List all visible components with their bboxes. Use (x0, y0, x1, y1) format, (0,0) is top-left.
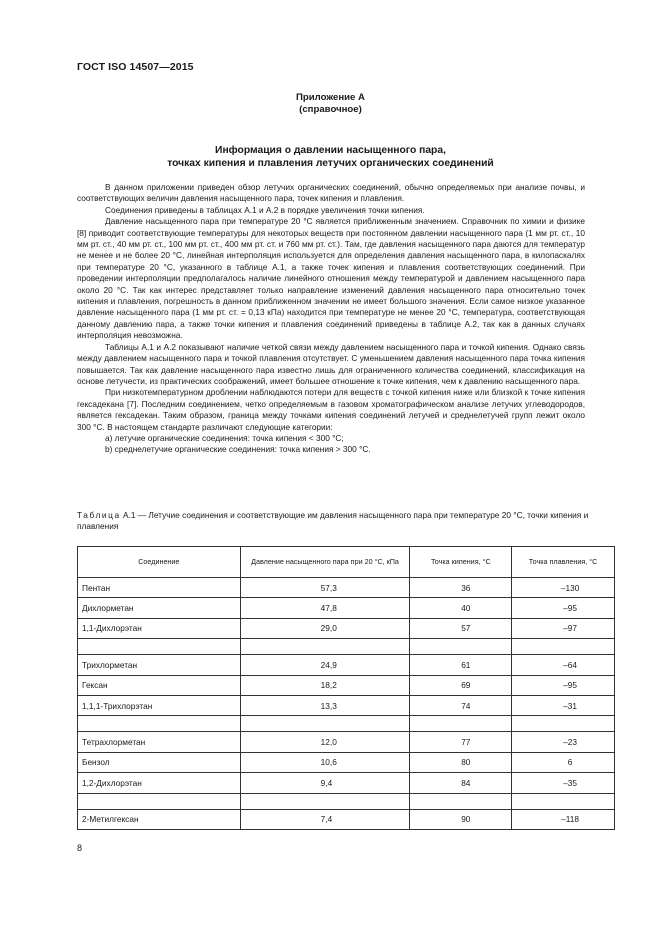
cell-vapor-pressure: 10,6 (240, 752, 410, 772)
data-table (77, 546, 615, 830)
cell-compound: 1,2-Дихлорэтан (78, 773, 241, 793)
cell-vapor-pressure: 7,4 (240, 809, 410, 829)
cell-melting-point: –95 (512, 675, 615, 695)
table-row (78, 598, 615, 618)
paragraph-intro: В данном приложении приведен обзор летучих органических соединений, обычно определяемых при анализе почвы, и соответствующих величин давления насыщенного пара, точек кипения и плавления. (77, 182, 585, 204)
column-header-melting-point: Точка плавления, °С (512, 547, 615, 578)
paragraph-order: Соединения приведены в таблицах А.1 и А.2 в порядке увеличения точки кипения. (105, 204, 425, 215)
cell-compound: Гексан (78, 675, 241, 695)
cell-boiling-point: 57 (410, 618, 512, 638)
cell-melting-point: –23 (512, 732, 615, 752)
section-heading-line-2: точках кипения и плавления летучих органических соединений (167, 158, 494, 169)
table-row (78, 675, 615, 695)
cell-compound: Тетрахлорметан (78, 732, 241, 752)
cell-vapor-pressure: 12,0 (240, 732, 410, 752)
table-row (78, 618, 615, 638)
appendix-title: Приложение А (296, 92, 365, 103)
cell-melting-point: –97 (512, 618, 615, 638)
cell-compound: Трихлорметан (78, 655, 241, 675)
cell-vapor-pressure: 47,8 (240, 598, 410, 618)
cell-boiling-point: 80 (410, 752, 512, 772)
table-spacer-row (78, 639, 615, 655)
paragraph-cryogenic: При низкотемпературном дроблении наблюдаются потери для веществ с точкой кипения ниже или близкой к точке кипения гексадекана [7]. Последним соединением, четко определяемым в газовом хроматографическом анализе летучих углеводородов, является гексадекан. Таким образом, граница между точками кипения соединений летучей и среднелетучей групп лежит около 300 °С. В настоящем стандарте различают следующие категории: (77, 387, 585, 432)
table-row (78, 809, 615, 829)
page-number: 8 (77, 843, 83, 853)
table-header-row (78, 547, 615, 578)
paragraph-relationship: Таблицы А.1 и А.2 показывают наличие четкой связи между давлением насыщенного пара и точкой кипения. Однако связь между давлением насыщенного пара и точкой плавления отсутствует. С уменьшением давления насыщенного пара точка кипения повышается. Так как давление насыщенного пара известно лишь для ограниченного количества соединений, классификация на основе летучести, из практических соображений, имеет большее отношение к точке кипения, чем к давлению насыщенного пара. (77, 341, 585, 386)
cell-compound: 1,1-Дихлорэтан (78, 618, 241, 638)
cell-melting-point: 6 (512, 752, 615, 772)
cell-boiling-point: 90 (410, 809, 512, 829)
table-caption-label: Таблица (77, 510, 121, 520)
cell-vapor-pressure: 24,9 (240, 655, 410, 675)
appendix-subtitle: (справочное) (299, 104, 362, 115)
table-row (78, 578, 615, 598)
section-heading-line-1: Информация о давлении насыщенного пара, (215, 145, 446, 156)
cell-compound: 2-Метилгексан (78, 809, 241, 829)
table-spacer-row (78, 716, 615, 732)
column-header-boiling-point: Точка кипения, °С (410, 547, 512, 578)
cell-vapor-pressure: 29,0 (240, 618, 410, 638)
cell-melting-point: –95 (512, 598, 615, 618)
column-header-compound: Соединение (78, 547, 241, 578)
cell-vapor-pressure: 18,2 (240, 675, 410, 695)
paragraph-vapor-pressure: Давление насыщенного пара при температуре 20 °С является приближенным значением. Справочник по химии и физике [8] приводит соответствующие температуры для некоторых веществ при постоянном давлении насыщенного пара (1 мм рт. ст., 10 мм рт. ст., 40 мм рт. ст., 100 мм рт. ст., 400 мм рт. ст. и 760 мм рт. ст.). Там, где давления насыщенного пара даются для температур не менее и не более 20 °С, линейная интерполяция используется для определения давления насыщенного пара, в килопаскалях при температуре 20 °С, указанного в таблице А.1, а также точек кипения и плавления соответствующих соединений. При проведении интерполяции предполагалось наличие линейного отношения между температурой и давлением насыщенного пара около 20 °С. Так как интерес представляет только направление изменений давления насыщенного пара относительно точек кипения и плавления, погрешность в данном приближенном значении не имеет большого значения. Если самое низкое указанное давление насыщенного пара (1 мм рт. ст. = 0,13 кПа) находится при температуре не менее 20 °С, температура, соответствующая данному давлению пара, а также точки кипения и плавления соединений приведены в таблице А.2, так как в данных случаях интерполяция невозможна. (77, 216, 585, 341)
cell-melting-point: –130 (512, 578, 615, 598)
cell-melting-point: –118 (512, 809, 615, 829)
cell-melting-point: –64 (512, 655, 615, 675)
body-text (77, 182, 585, 456)
cell-boiling-point: 40 (410, 598, 512, 618)
table-caption (77, 510, 617, 533)
cell-melting-point: –35 (512, 773, 615, 793)
table-spacer-row (78, 793, 615, 809)
cell-compound: Бензол (78, 752, 241, 772)
cell-boiling-point: 77 (410, 732, 512, 752)
cell-boiling-point: 69 (410, 675, 512, 695)
table-row (78, 655, 615, 675)
cell-vapor-pressure: 13,3 (240, 695, 410, 715)
cell-boiling-point: 36 (410, 578, 512, 598)
document-id: ГОСТ ISO 14507—2015 (77, 61, 194, 73)
table-row (78, 773, 615, 793)
cell-boiling-point: 84 (410, 773, 512, 793)
table-caption-text: А.1 — Летучие соединения и соответствующие им давления насыщенного пара при температуре 20 °С, точки кипения и плавления (77, 510, 589, 532)
cell-compound: Дихлорметан (78, 598, 241, 618)
list-item-semivolatile: b) среднелетучие органические соединения: точка кипения > 300 °С. (105, 444, 371, 455)
table-row (78, 752, 615, 772)
table-row (78, 732, 615, 752)
cell-vapor-pressure: 57,3 (240, 578, 410, 598)
cell-boiling-point: 74 (410, 695, 512, 715)
column-header-vapor-pressure: Давление насыщенного пара при 20 °С, кПа (240, 547, 410, 578)
table-row (78, 695, 615, 715)
cell-melting-point: –31 (512, 695, 615, 715)
cell-boiling-point: 61 (410, 655, 512, 675)
list-item-volatile: a) летучие органические соединения: точка кипения < 300 °С; (105, 432, 344, 443)
cell-compound: Пентан (78, 578, 241, 598)
cell-compound: 1,1,1-Трихлорэтан (78, 695, 241, 715)
cell-vapor-pressure: 9,4 (240, 773, 410, 793)
